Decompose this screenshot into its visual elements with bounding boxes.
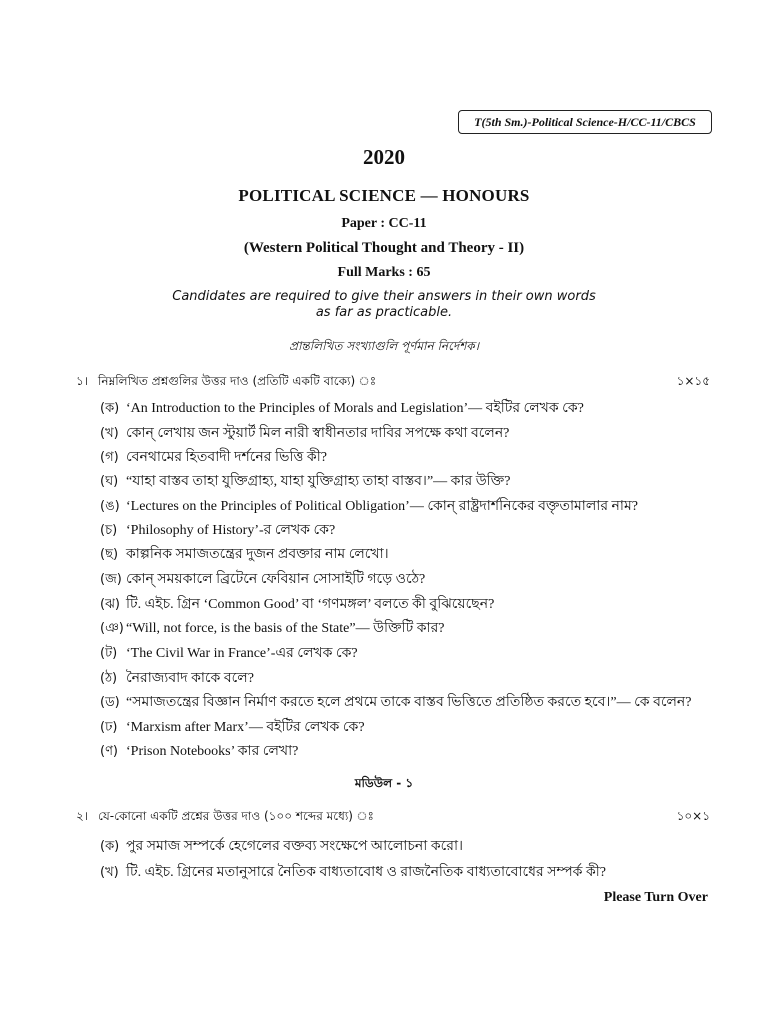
item-text: “যাহা বাস্তব তাহা যুক্তিগ্রাহ্য, যাহা যুক্তিগ্রাহ্য তাহা বাস্তব।”— কার উক্তি? xyxy=(126,474,511,489)
list-item xyxy=(100,616,720,640)
paper-title: (Western Political Thought and Theory - II) xyxy=(243,240,525,256)
question-marks: ১×১৫ xyxy=(676,374,710,388)
item-text: টি. এইচ. গ্রিনের মতানুসারে নৈতিক বাধ্যতাবোধ ও রাজনৈতিক বাধ্যতাবোধের সম্পর্ক কী? xyxy=(126,865,606,880)
item-label: (ঙ) xyxy=(100,499,120,514)
item-text: ‘The Civil War in France’-এর লেখক কে? xyxy=(126,646,358,661)
question-number: ১। xyxy=(76,374,89,388)
question-number: ২। xyxy=(76,809,89,823)
item-label: (গ) xyxy=(100,450,119,465)
list-item xyxy=(100,567,720,591)
item-label: (ক) xyxy=(100,401,120,416)
list-item xyxy=(100,445,720,469)
full-marks: Full Marks : 65 xyxy=(337,265,431,280)
item-text: ‘Lectures on the Principles of Political Obligation’— কোন্‌ রাষ্ট্রদার্শনিকের বক্তৃতামালার নাম? xyxy=(126,499,638,514)
question-text: যে-কোনো একটি প্রশ্নের উত্তর দাও (১০০ শব্দের মধ্যে) ঃ xyxy=(98,809,374,823)
item-text: বেনথামের হিতবাদী দর্শনের ভিত্তি কী? xyxy=(126,450,327,465)
item-label: (ঠ) xyxy=(100,671,118,686)
item-text: ‘Philosophy of History’-র লেখক কে? xyxy=(126,523,336,538)
list-item xyxy=(100,542,720,566)
list-item xyxy=(100,690,720,714)
item-text: কোন্‌ লেখায় জন স্টুয়ার্ট মিল নারী স্বাধীনতার দাবির সপক্ষে কথা বলেন? xyxy=(126,426,510,441)
list-item xyxy=(100,739,720,763)
list-item xyxy=(100,860,720,884)
list-item xyxy=(100,641,720,665)
list-item xyxy=(100,469,720,493)
item-text: কোন্‌ সময়কালে ব্রিটেনে ফেবিয়ান সোসাইটি গড়ে ওঠে? xyxy=(126,572,426,587)
item-label: (খ) xyxy=(100,865,119,880)
list-item xyxy=(100,592,720,616)
instruction-line-1: Candidates are required to give their answers in their own words xyxy=(172,289,596,304)
instructions xyxy=(0,289,768,321)
item-text: ‘Prison Notebooks’ কার লেখা? xyxy=(126,744,299,759)
list-item xyxy=(100,421,720,445)
item-text: টি. এইচ. গ্রিন ‘Common Good’ বা ‘গণমঙ্গল’ বলতে কী বুঝিয়েছেন? xyxy=(126,597,495,612)
item-text: নৈরাজ্যবাদ কাকে বলে? xyxy=(126,671,254,686)
item-text: ‘An Introduction to the Principles of Morals and Legislation’— বইটির লেখক কে? xyxy=(126,401,584,416)
paper-code: Paper : CC-11 xyxy=(341,216,427,231)
instruction-line-2: as far as practicable. xyxy=(315,305,453,320)
item-label: (ড) xyxy=(100,695,120,710)
item-text: “সমাজতন্ত্রের বিজ্ঞান নির্মাণ করতে হলে প্রথমে তাকে বাস্তব ভিত্তিতে প্রতিষ্ঠিত করতে হবে।”— কে বলেন? xyxy=(126,695,692,710)
list-item xyxy=(100,518,720,542)
item-label: (খ) xyxy=(100,426,119,441)
question-marks: ১০×১ xyxy=(676,809,710,823)
item-text: কাল্পনিক সমাজতন্ত্রের দুজন প্রবক্তার নাম লেখো। xyxy=(126,547,389,562)
item-label: (ঘ) xyxy=(100,474,119,489)
paper-code-box: T(5th Sm.)-Political Science-H/CC-11/CBCS xyxy=(458,110,712,134)
item-label: (ঝ) xyxy=(100,597,120,612)
module-heading: মডিউল - ১ xyxy=(354,776,414,790)
item-label: (ছ) xyxy=(100,547,119,562)
item-label: (জ) xyxy=(100,572,122,587)
please-turn-over: Please Turn Over xyxy=(603,890,708,905)
list-item xyxy=(100,834,720,858)
list-item xyxy=(100,715,720,739)
item-label: (চ) xyxy=(100,523,118,538)
item-label: (ট) xyxy=(100,646,118,661)
question-text: নিম্নলিখিত প্রশ্নগুলির উত্তর দাও (প্রতিটি একটি বাক্যে) ঃ xyxy=(98,374,377,388)
item-label: (ক) xyxy=(100,839,120,854)
margin-note: প্রান্তলিখিত সংখ্যাগুলি পূর্ণমান নির্দেশক। xyxy=(288,339,479,353)
list-item xyxy=(100,666,720,690)
item-text: ‘Marxism after Marx’— বইটির লেখক কে? xyxy=(126,720,365,735)
list-item xyxy=(100,396,720,420)
list-item xyxy=(100,494,720,518)
item-label: (ণ) xyxy=(100,744,119,759)
item-label: (ঢ) xyxy=(100,720,118,735)
item-label: (ঞ) xyxy=(100,621,124,636)
subject-title: POLITICAL SCIENCE — HONOURS xyxy=(238,186,530,205)
item-text: “Will, not force, is the basis of the State”— উক্তিটি কার? xyxy=(126,621,445,636)
exam-year: 2020 xyxy=(363,145,405,169)
item-text: পুর সমাজ সম্পর্কে হেগেলের বক্তব্য সংক্ষেপে আলোচনা করো। xyxy=(126,839,464,854)
